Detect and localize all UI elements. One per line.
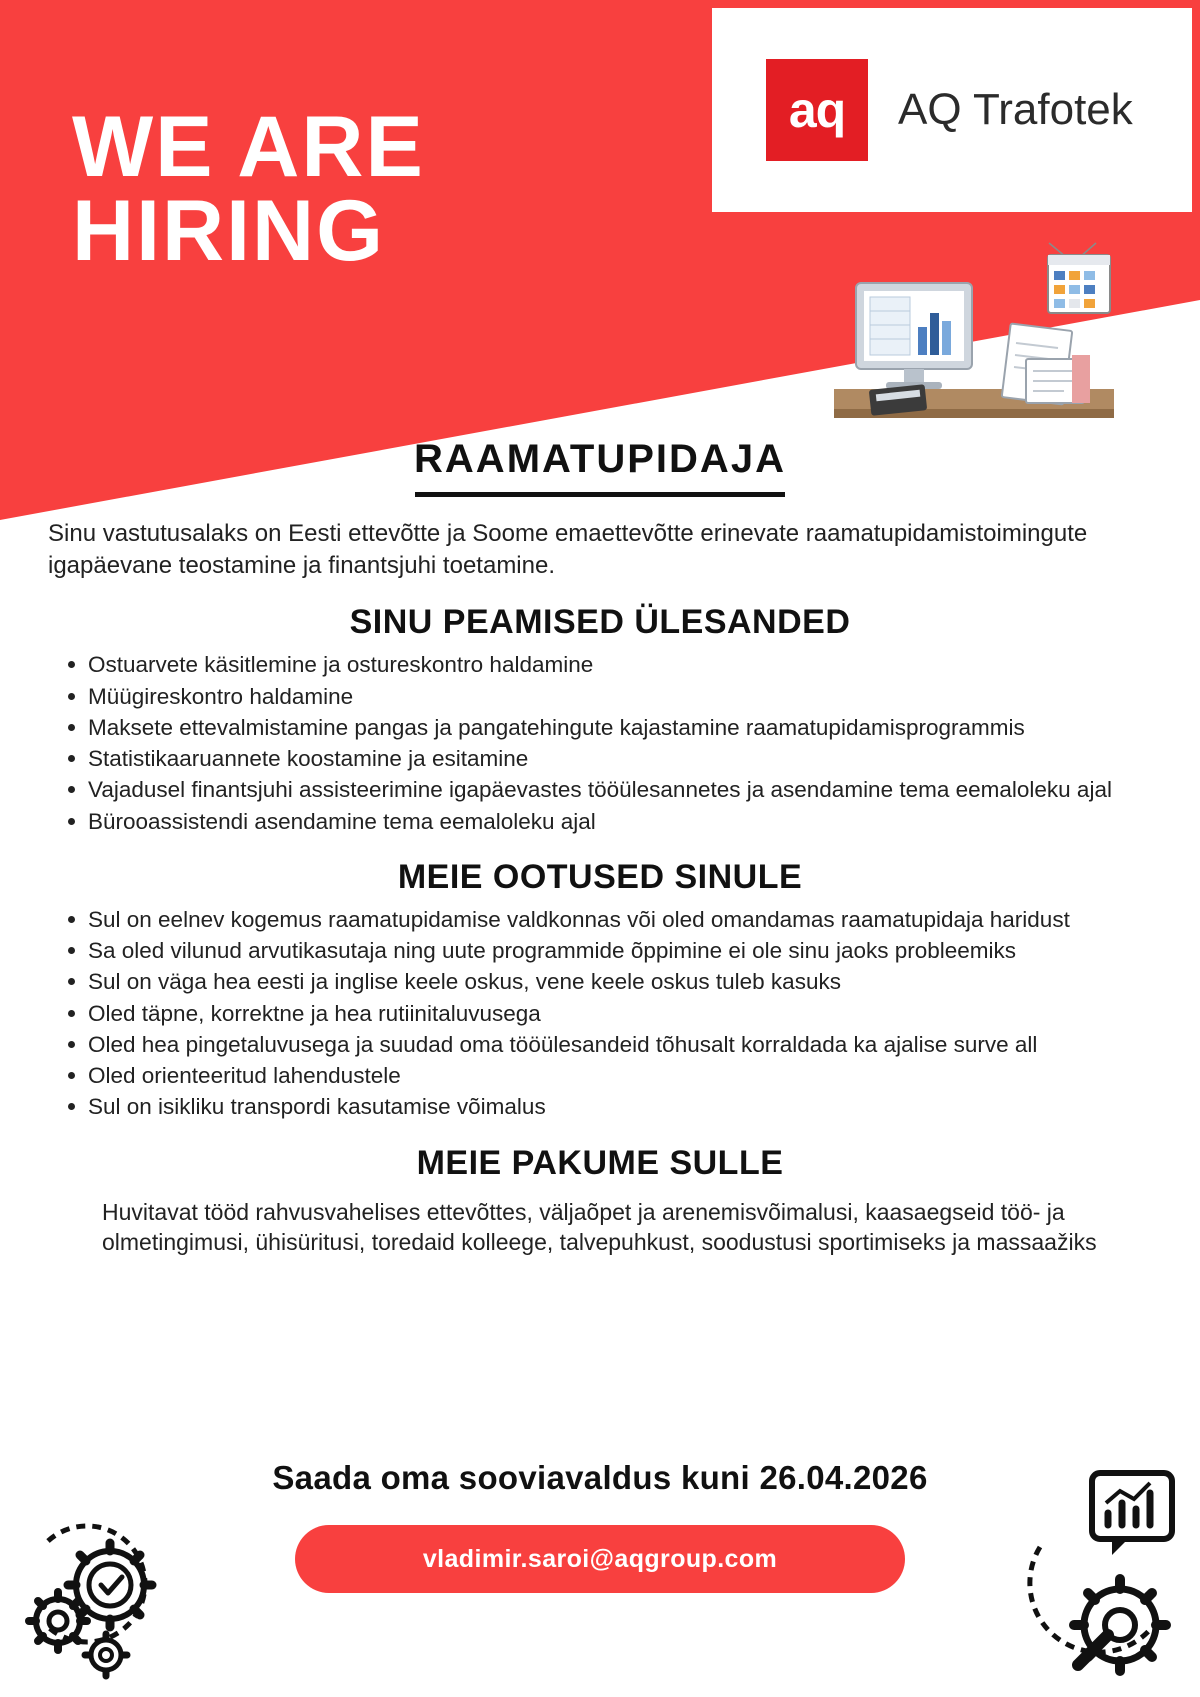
list-item: Ostuarvete käsitlemine ja ostureskontro haldamine (50, 650, 1160, 679)
gears-decoration-left (18, 1493, 178, 1683)
company-logo (712, 8, 1192, 212)
list-item: Oled hea pingetaluvusega ja suudad oma tööülesandeid tõhusalt korraldada ka ajalise surve all (50, 1030, 1160, 1059)
section-heading-expectations: MEIE OOTUSED SINULE (397, 857, 803, 896)
list-item: Sa oled vilunud arvutikasutaja ning uute programmide õppimine ei ole sinu jaoks probleemiks (50, 936, 1160, 965)
company-name: AQ Trafotek (898, 85, 1133, 134)
offer-text: Huvitavat tööd rahvusvahelises ettevõttes, väljaõpet ja arenemisvõimalusi, kaasaegseid töö- ja olmetingimusi, ühisüritusi, toredaid kolleege, talvepuhkust, soodustusi sportimiseks ja massaažiks (102, 1198, 1097, 1256)
list-item: Sul on isikliku transpordi kasutamise võimalus (50, 1092, 1160, 1121)
list-item: Bürooassistendi asendamine tema eemaloleku ajal (50, 807, 1160, 836)
small-gear-icon (29, 1592, 87, 1650)
list-item: Oled orienteeritud lahendustele (50, 1061, 1160, 1090)
list-item: Statistikaaruannete koostamine ja esitamine (50, 744, 1160, 773)
hiring-line-2: HIRING (72, 183, 385, 280)
section-heading-tasks: SINU PEAMISED ÜLESANDED (349, 603, 851, 642)
apply-email-button[interactable]: vladimir.saroi@aqgroup.com (295, 1525, 905, 1593)
wrench-gear-icon (1074, 1579, 1166, 1671)
list-item: Oled täpne, korrektne ja hea rutiinitaluvusega (50, 999, 1160, 1028)
list-item: Vajadusel finantsjuhi assisteerimine igapäevastes tööülesannetes ja asendamine tema eemaloleku ajal (50, 775, 1160, 804)
aq-logo-mark: aq (766, 59, 868, 161)
title-divider (415, 492, 785, 497)
office-desk-illustration (834, 235, 1114, 465)
documents-icon (1002, 323, 1090, 404)
list-item: Sul on väga hea eesti ja inglise keele oskus, vene keele oskus tuleb kasuks (50, 967, 1160, 996)
application-deadline: Saada oma sooviavaldus kuni 26.04.2026 (272, 1459, 928, 1496)
list-item: Maksete ettevalmistamine pangas ja pangatehingute kajastamine raamatupidamisprogrammis (50, 713, 1160, 742)
job-intro: Sinu vastutusalaks on Eesti ettevõtte ja Soome emaettevõtte erinevate raamatupidamistoimingute igapäevane teostamine ja finantsjuhi toetamine. (48, 520, 1088, 579)
calendar-icon (1048, 243, 1110, 313)
tasks-list (40, 650, 1160, 836)
list-item: Müügireskontro haldamine (50, 682, 1160, 711)
list-item: Sul on eelnev kogemus raamatupidamise valdkonnas või oled omandamas raamatupidaja haridust (50, 905, 1160, 934)
job-ad-content (0, 518, 1200, 1258)
chart-bubble-icon (1092, 1473, 1172, 1555)
job-title-block (0, 437, 1200, 497)
mini-gear-icon (85, 1634, 127, 1676)
section-heading-offer: MEIE PAKUME SULLE (416, 1143, 784, 1182)
gears-decoration-right (1008, 1469, 1188, 1689)
hiring-line-1: WE ARE (72, 99, 425, 195)
expectations-list (40, 905, 1160, 1122)
we-are-hiring-title (72, 99, 425, 280)
monitor-icon (856, 283, 972, 389)
job-title: RAAMATUPIDAJA (414, 437, 786, 481)
poster-footer (0, 1397, 1200, 1697)
